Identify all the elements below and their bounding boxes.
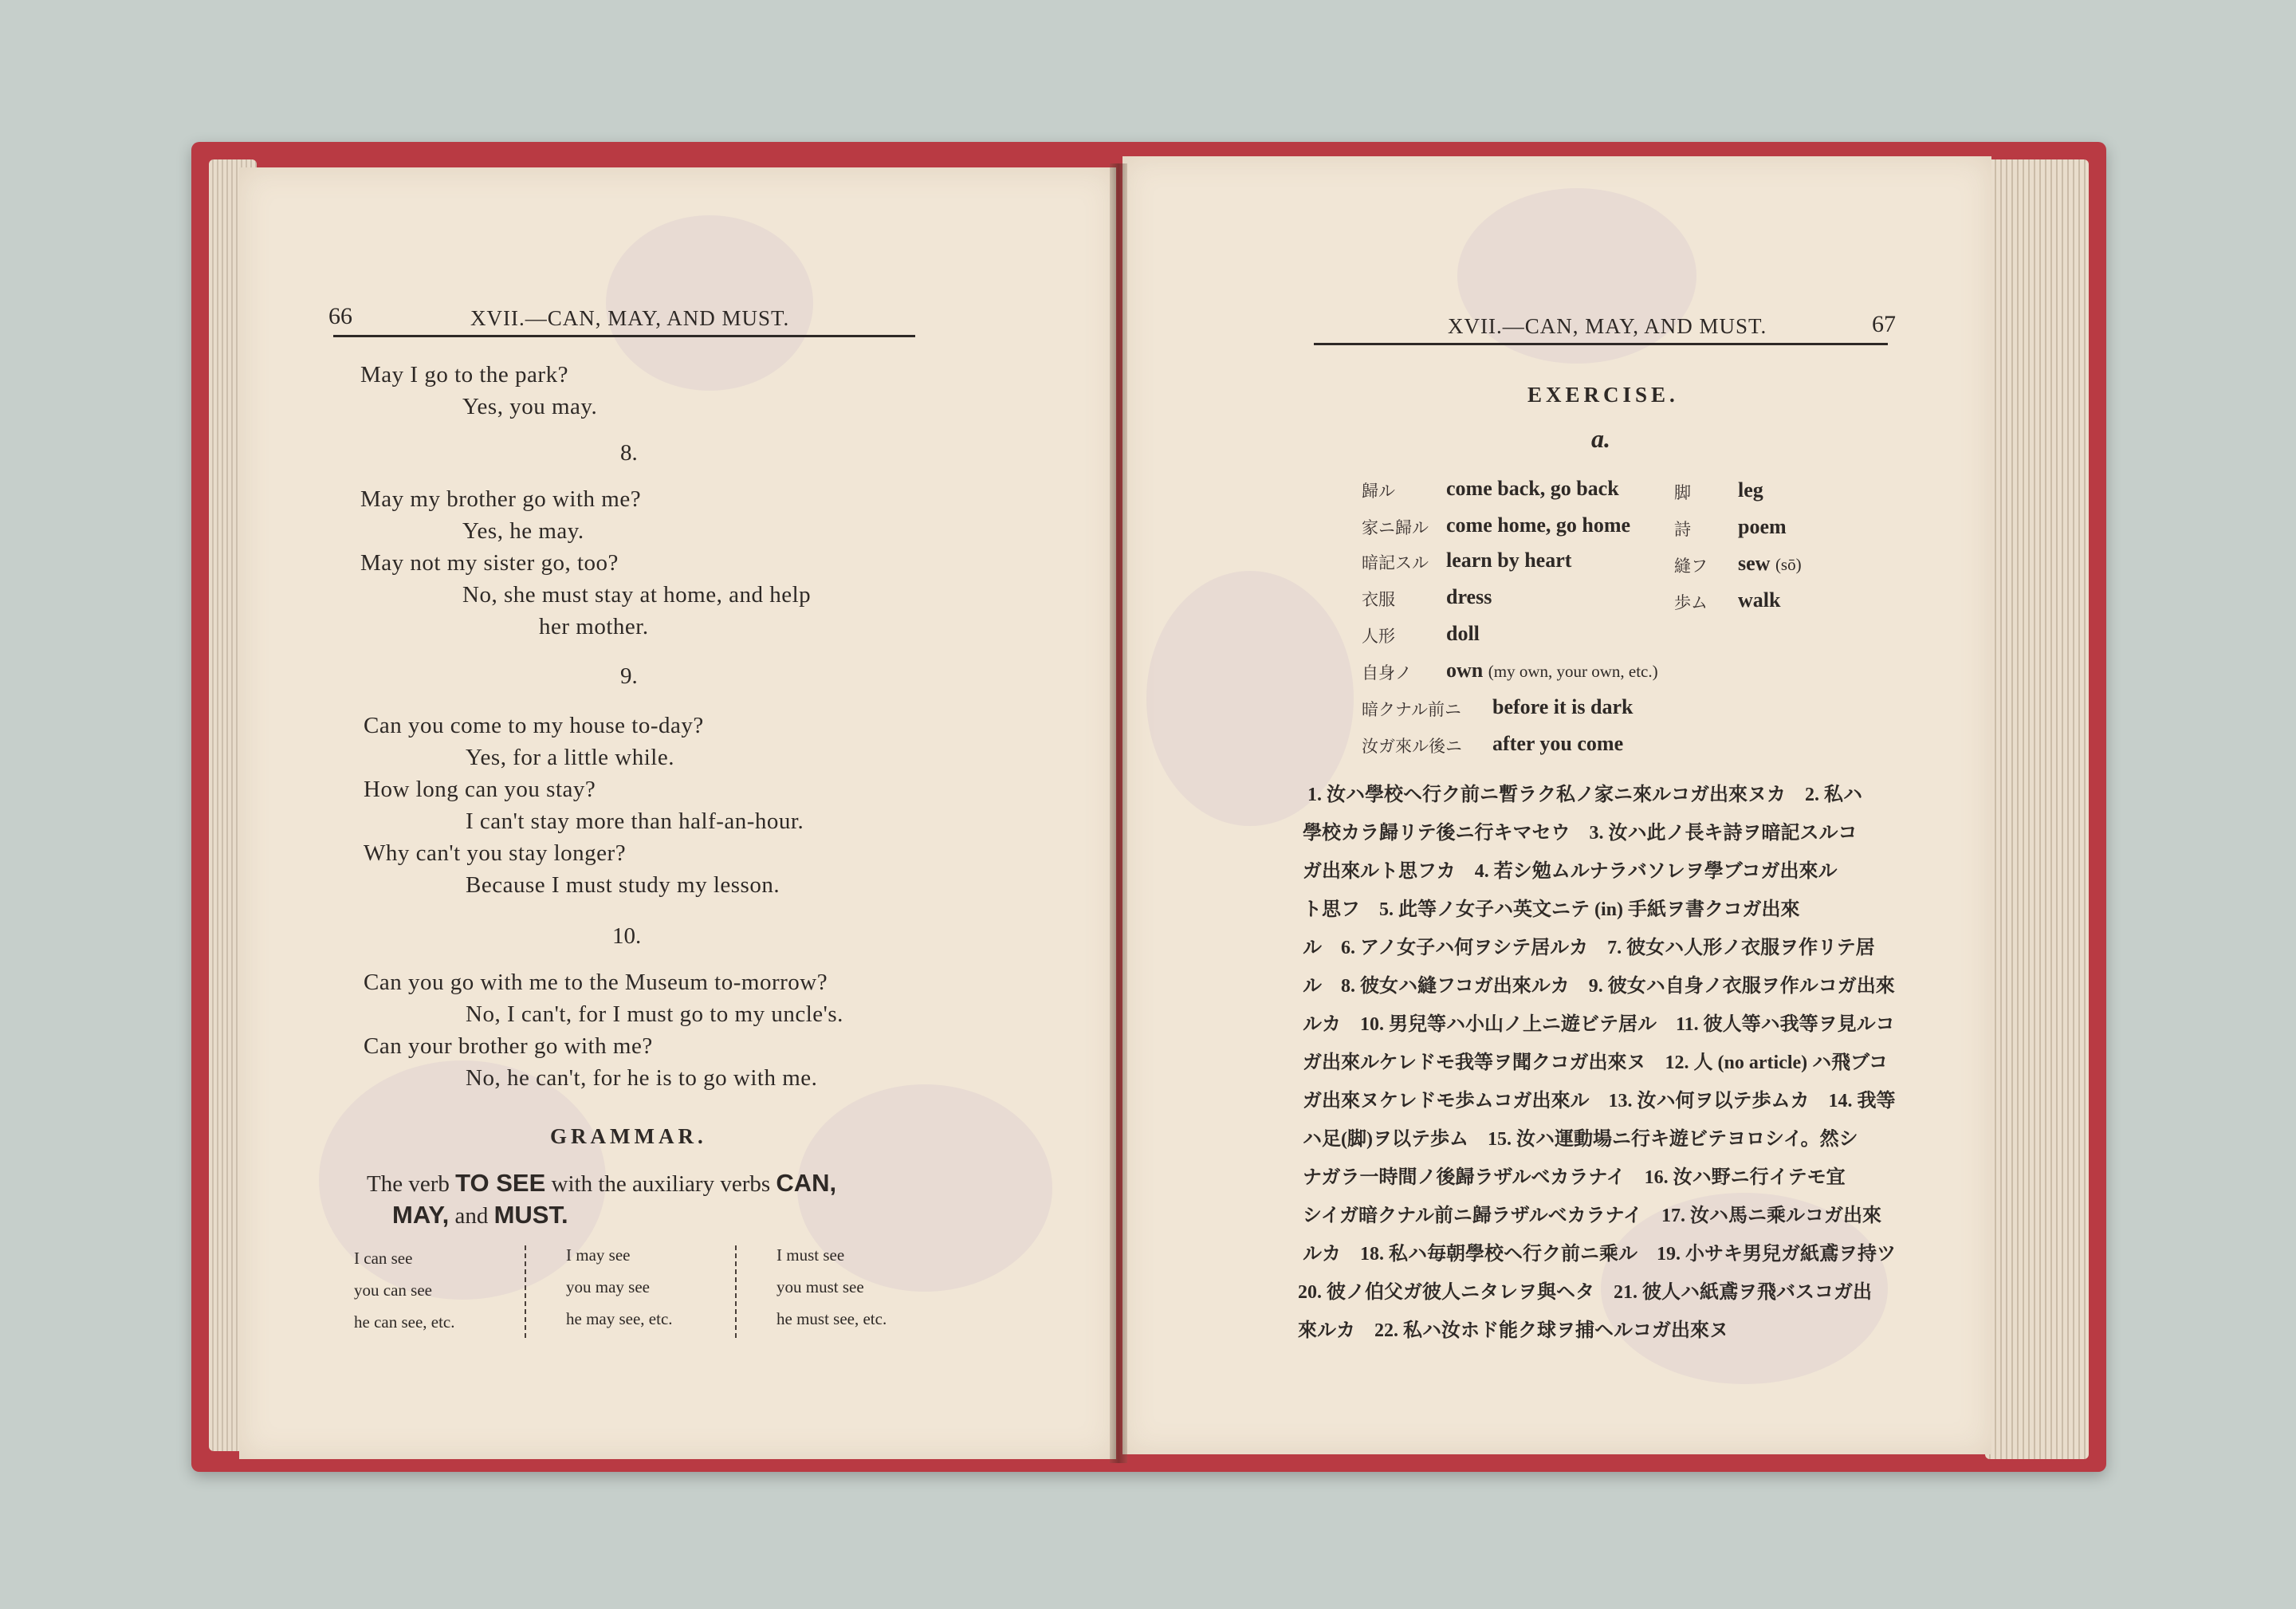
running-head: XVII.—CAN, MAY, AND MUST.	[1448, 314, 1767, 338]
conjugation-cell: he must see, etc.	[776, 1309, 887, 1328]
vocab-japanese: 自身ノ	[1362, 663, 1412, 683]
left-page	[239, 167, 1116, 1459]
conjugation-cell: you may see	[566, 1277, 650, 1296]
text-line: Because I must study my lesson.	[466, 872, 780, 898]
text-line: her mother.	[539, 614, 649, 639]
text-line: May my brother go with me?	[360, 486, 642, 512]
vocab-english: come back, go back	[1446, 477, 1619, 500]
exercise-line: シイガ暗クナル前ニ歸ラザルベカラナイ 17. 汝ハ馬ニ乘ルコガ出來	[1303, 1206, 1881, 1226]
vocab-japanese: 人形	[1362, 627, 1395, 646]
vocab-english: dress	[1446, 585, 1492, 608]
page-number: 66	[328, 303, 352, 329]
exercise-line: ルカ 18. 私ハ毎朝學校ヘ行ク前ニ乘ル 19. 小サキ男兒ガ紙鳶ヲ持ツ	[1303, 1244, 1896, 1265]
conjugation-cell: he may see, etc.	[566, 1309, 673, 1328]
conjugation-cell: you must see	[776, 1277, 864, 1296]
vocab-japanese: 家ニ歸ル	[1362, 518, 1429, 537]
grammar-intro-line2: MAY, and MUST.	[392, 1201, 568, 1229]
vocab-japanese: 暗クナル前ニ	[1362, 700, 1461, 719]
vocab-japanese: 詩	[1674, 520, 1691, 539]
page-edges-right	[1985, 159, 2089, 1459]
book-gutter	[1110, 163, 1127, 1463]
vocab-japanese: 衣服	[1362, 590, 1395, 609]
text-line: No, I can't, for I must go to my uncle's.	[466, 1001, 843, 1027]
text-line: May not my sister go, too?	[360, 550, 619, 576]
vocab-english: come home, go home	[1446, 513, 1631, 537]
exercise-line: ガ出來ルト思フカ 4. 若シ勉ムルナラバソレヲ學ブコガ出來ル	[1303, 861, 1838, 882]
text-line: Can you go with me to the Museum to-morrow?	[364, 970, 828, 995]
exercise-line: ガ出來ヌケレドモ歩ムコガ出來ル 13. 汝ハ何ヲ以テ歩ムカ 14. 我等	[1303, 1091, 1896, 1111]
text-line: I can't stay more than half-an-hour.	[466, 808, 804, 834]
text-line: Yes, you may.	[462, 394, 598, 419]
text-line: May I go to the park?	[360, 362, 568, 387]
text-line: Why can't you stay longer?	[364, 840, 627, 866]
vocab-english: before it is dark	[1492, 695, 1634, 718]
vocab-english: learn by heart	[1446, 549, 1572, 572]
grammar-heading: GRAMMAR.	[550, 1124, 707, 1148]
head-rule	[333, 335, 915, 337]
exercise-line: 學校カラ歸リテ後ニ行キマセウ 3. 汝ハ此ノ長キ詩ヲ暗記スルコ	[1303, 823, 1858, 844]
exercise-line: ハ足(脚)ヲ以テ歩ム 15. 汝ハ運動場ニ行キ遊ビテヨロシイ。然シ	[1303, 1129, 1858, 1150]
conjugation-cell: he can see, etc.	[354, 1312, 455, 1332]
text-line: How long can you stay?	[364, 777, 596, 802]
vocab-japanese: 歩ム	[1674, 593, 1708, 612]
exercise-line: ル 6. アノ女子ハ何ヲシテ居ルカ 7. 彼女ハ人形ノ衣服ヲ作リテ居	[1303, 938, 1875, 958]
stain	[606, 215, 813, 391]
vocab-english: leg	[1738, 478, 1763, 502]
vocab-english: doll	[1446, 622, 1480, 645]
vocab-english: sew (sō)	[1738, 552, 1802, 575]
text-line: Can you come to my house to-day?	[364, 713, 704, 738]
vocab-english: poem	[1738, 515, 1787, 538]
question-number: 10.	[612, 923, 642, 949]
exercise-line: ルカ 10. 男兒等ハ小山ノ上ニ遊ビテ居ル 11. 彼人等ハ我等ヲ見ルコ	[1303, 1014, 1895, 1035]
vocab-english: walk	[1738, 588, 1781, 612]
vocab-english: own (my own, your own, etc.)	[1446, 659, 1658, 682]
conjugation-cell: I must see	[776, 1245, 845, 1265]
exercise-line: 來ルカ 22. 私ハ汝ホド能ク球ヲ捕ヘルコガ出來ヌ	[1298, 1320, 1728, 1341]
text-line: Can your brother go with me?	[364, 1033, 653, 1059]
column-brace	[735, 1245, 741, 1338]
column-brace	[525, 1245, 531, 1338]
exercise-heading: EXERCISE.	[1527, 383, 1679, 407]
exercise-line: ル 8. 彼女ハ縫フコガ出來ルカ 9. 彼女ハ自身ノ衣服ヲ作ルコガ出來	[1303, 976, 1895, 997]
exercise-line: 1. 汝ハ學校ヘ行ク前ニ暫ラク私ノ家ニ來ルコガ出來ヌカ 2. 私ハ	[1307, 785, 1862, 805]
text-line: Yes, he may.	[462, 518, 584, 544]
vocab-japanese: 汝ガ來ル後ニ	[1362, 737, 1462, 756]
vocab-japanese: 縫フ	[1674, 557, 1708, 576]
conjugation-cell: I may see	[566, 1245, 631, 1265]
vocab-japanese: 暗記スル	[1362, 553, 1429, 572]
text-line: Yes, for a little while.	[466, 745, 674, 770]
exercise-line: ガ出來ルケレドモ我等ヲ聞クコガ出來ヌ 12. 人 (no article) ハ飛ブコ	[1303, 1052, 1888, 1073]
exercise-line: 20. 彼ノ伯父ガ彼人ニタレヲ與ヘタ 21. 彼人ハ紙鳶ヲ飛バスコガ出	[1298, 1282, 1872, 1303]
text-line: No, she must stay at home, and help	[462, 582, 812, 608]
question-number: 9.	[620, 663, 638, 689]
running-head: XVII.—CAN, MAY, AND MUST.	[470, 306, 790, 330]
page-number: 67	[1872, 311, 1896, 337]
vocab-english: after you come	[1492, 732, 1624, 755]
grammar-intro-line1: The verb TO SEE with the auxiliary verbs CAN,	[367, 1169, 837, 1197]
conjugation-cell: I can see	[354, 1249, 413, 1268]
head-rule	[1314, 343, 1888, 345]
right-page	[1122, 156, 1991, 1454]
exercise-section: a.	[1591, 424, 1610, 453]
conjugation-cell: you can see	[354, 1281, 432, 1300]
exercise-line: ト思フ 5. 此等ノ女子ハ英文ニテ (in) 手紙ヲ書クコガ出來	[1303, 899, 1800, 920]
vocab-japanese: 脚	[1674, 483, 1691, 502]
vocab-japanese: 歸ル	[1362, 482, 1395, 501]
exercise-line: ナガラ一時間ノ後歸ラザルベカラナイ 16. 汝ハ野ニ行イテモ宜	[1303, 1167, 1846, 1188]
question-number: 8.	[620, 440, 638, 466]
text-line: No, he can't, for he is to go with me.	[466, 1065, 818, 1091]
